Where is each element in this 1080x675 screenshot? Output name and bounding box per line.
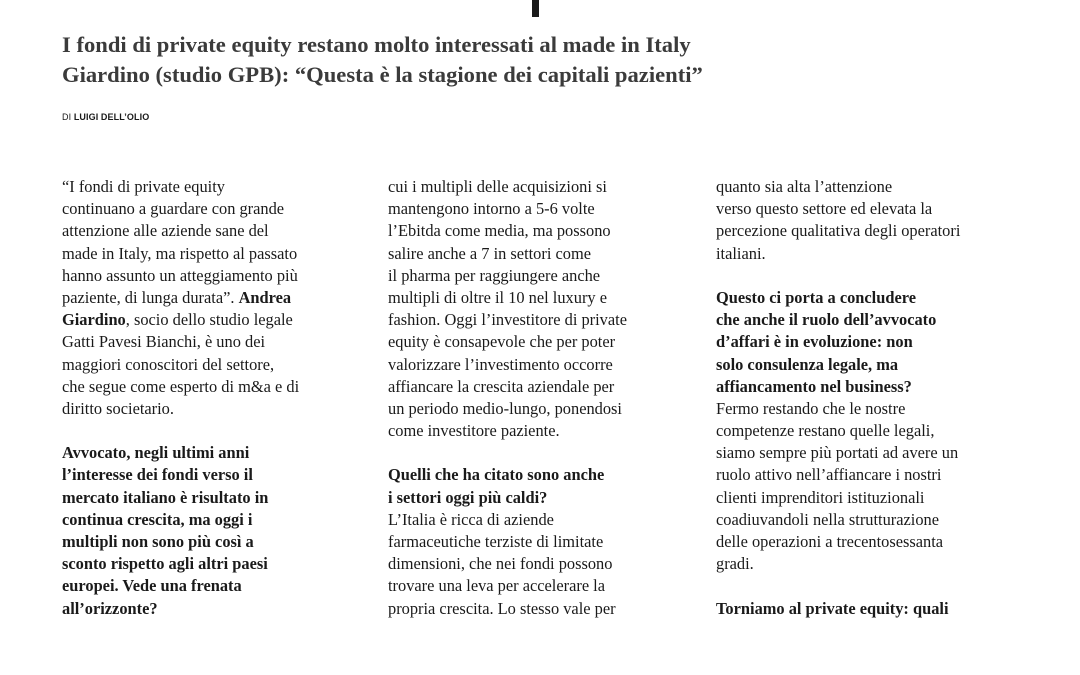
text-line: l’Ebitda come media, ma possono [388, 221, 611, 241]
text-line: dimensioni, che nei fondi possono [388, 554, 613, 574]
text-line: valorizzare l’investimento occorre [388, 354, 613, 374]
answer-2-continued [716, 176, 1036, 265]
text-line: sconto rispetto agli altri paesi [62, 554, 268, 574]
article-column-1 [62, 176, 367, 620]
text-line: Fermo restando che le nostre [716, 398, 906, 418]
question-line: che anche il ruolo dell’avvocato [716, 310, 937, 330]
byline-prefix: DI [62, 112, 72, 122]
paragraph-intro [62, 176, 367, 420]
question-line: Torniamo al private equity: quali [716, 598, 949, 618]
question-line: d’affari è in evoluzione: non [716, 332, 913, 352]
text-line: continuano a guardare con grande [62, 199, 285, 219]
text-line: propria crescita. Lo stesso vale per [388, 598, 616, 618]
text-line: gradi. [716, 554, 754, 574]
text-line: delle operazioni a trecentosessanta [716, 532, 944, 551]
interviewee-name-last: Giardino [62, 310, 126, 330]
text-line: equity è consapevole che per poter [388, 332, 616, 352]
text-line: mantengono intorno a 5-6 volte [388, 199, 595, 219]
question-3-block [716, 287, 1036, 575]
text-run: paziente, di lunga durata”. [62, 287, 239, 307]
text-line: Gatti Pavesi Bianchi, è uno dei [62, 332, 266, 352]
question-line: affiancamento nel business? [716, 376, 912, 396]
text-line: l’interesse dei fondi verso il [62, 465, 253, 485]
text-line: che segue come esperto di m&a e di [62, 376, 300, 396]
article-column-3 [716, 176, 1036, 620]
text-line: made in Italy, ma rispetto al passato [62, 243, 298, 263]
text-line: italiani. [716, 243, 766, 263]
text-line: siamo sempre più portati ad avere un [716, 443, 959, 463]
byline [62, 112, 149, 122]
question-line: Quelli che ha citato sono anche [388, 465, 605, 485]
text-line: come investitore paziente. [388, 421, 560, 441]
question-line: i settori oggi più caldi? [388, 487, 548, 507]
paragraph-gap [716, 265, 1036, 287]
text-line: competenze restano quelle legali, [716, 421, 935, 441]
text-line: multipli di oltre il 10 nel luxury e [388, 287, 607, 307]
text-line: coadiuvandoli nella strutturazione [716, 509, 940, 529]
text-line: percezione qualitativa degli operatori [716, 221, 961, 241]
text-line: attenzione alle aziende sane del [62, 221, 269, 241]
text-run: , socio dello studio legale [125, 310, 293, 330]
subheadline-line-1: I fondi di private equity restano molto interessati al made in Italy [62, 32, 691, 57]
paragraph-gap [62, 420, 367, 442]
text-line: diritto societario. [62, 398, 174, 418]
text-line [62, 287, 367, 309]
text-line [62, 309, 367, 331]
text-line: trovare una leva per accelerare la [388, 576, 606, 596]
text-line: un periodo medio-lungo, ponendosi [388, 398, 622, 418]
question-line: Questo ci porta a concludere [716, 287, 917, 307]
text-line: “I fondi di private equity [62, 177, 225, 196]
paragraph-gap [388, 442, 693, 464]
text-line: multipli non sono più così a [62, 532, 254, 551]
subheadline-line-2: Giardino (studio GPB): “Questa è la stagione dei capitali pazienti” [62, 62, 703, 87]
question-2-block [388, 464, 693, 619]
paragraph-gap [716, 575, 1036, 597]
text-line: salire anche a 7 in settori come [388, 243, 591, 263]
text-line: farmaceutiche terziste di limitate [388, 532, 604, 551]
question-1 [62, 442, 367, 620]
question-4-block [716, 598, 1036, 620]
text-line: fashion. Oggi l’investitore di private [388, 310, 627, 330]
text-line: mercato italiano è risultato in [62, 487, 269, 507]
text-line: affiancare la crescita aziendale per [388, 376, 615, 396]
answer-1-continued [388, 176, 693, 442]
text-line: ruolo attivo nell’affiancare i nostri [716, 465, 942, 485]
text-line: europei. Vede una frenata [62, 576, 242, 596]
text-line: L’Italia è ricca di aziende [388, 509, 554, 529]
text-line: quanto sia alta l’attenzione [716, 177, 893, 196]
text-line: verso questo settore ed elevata la [716, 199, 933, 219]
article-subheadline [62, 30, 1022, 90]
text-line: cui i multipli delle acquisizioni si [388, 177, 607, 196]
text-line: continua crescita, ma oggi i [62, 509, 253, 529]
text-line: all’orizzonte? [62, 598, 158, 618]
text-line: maggiori conoscitori del settore, [62, 354, 275, 374]
text-line: Avvocato, negli ultimi anni [62, 443, 250, 463]
text-line: hanno assunto un atteggiamento più [62, 265, 298, 285]
text-line: clienti imprenditori istituzionali [716, 487, 925, 507]
text-line: il pharma per raggiungere anche [388, 265, 601, 285]
article-column-2 [388, 176, 693, 620]
title-fragment [532, 0, 539, 17]
question-line: solo consulenza legale, ma [716, 354, 899, 374]
interviewee-name-first: Andrea [238, 287, 292, 307]
byline-author: LUIGI DELL’OLIO [73, 112, 150, 122]
